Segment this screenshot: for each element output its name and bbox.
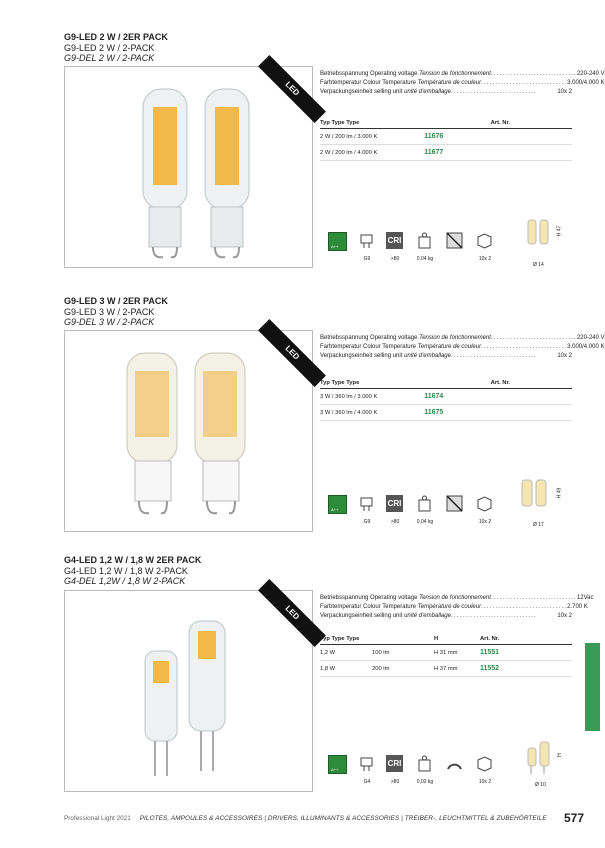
package-icon — [476, 232, 493, 249]
pack-label: 10x 2 — [478, 256, 492, 262]
title-fr: G9-DEL 3 W / 2-PACK — [64, 317, 155, 327]
package-icon — [476, 495, 493, 512]
chapter-tab — [585, 643, 600, 731]
product-photo — [64, 330, 313, 532]
energy-label-icon: A++ — [328, 232, 347, 251]
title-de: G9-LED 3 W / 2ER PACK — [64, 296, 168, 306]
title-de: G9-LED 2 W / 2ER PACK — [64, 32, 168, 42]
table-row: 2 W / 200 lm / 4.000 K 11677 — [320, 145, 572, 161]
g9-2w-bulbs-image — [65, 67, 312, 267]
weight-icon — [416, 495, 433, 512]
col-h: H — [434, 634, 480, 645]
table-row: 1,8 W 200 lm H 37 mm 11552 — [320, 661, 572, 677]
page-footer — [64, 811, 584, 825]
dimmable-icon — [446, 755, 463, 772]
weight-icon — [416, 755, 433, 772]
socket-icon — [358, 755, 375, 772]
title-en: G4-LED 1,2 W / 1,8 W 2-PACK — [64, 565, 188, 576]
footer-brand: Professional Light 2021 — [64, 815, 131, 822]
cri-icon: CRI — [386, 232, 403, 249]
no-dimming-icon — [446, 495, 463, 512]
title-en: G9-LED 2 W / 2-PACK — [64, 42, 155, 53]
col-lm — [372, 634, 434, 645]
spec-row: Verpackungseinheit selling unit unité d'emballage .............................. 10x 2 — [320, 353, 572, 360]
cri-label: >80 — [390, 256, 400, 262]
title-fr: G4-DEL 1,2W / 1,8 W 2-PACK — [64, 576, 186, 586]
height-dimension: H 49 — [556, 487, 563, 499]
page-number: 577 — [563, 811, 584, 825]
g9-3w-bulbs-image — [65, 331, 312, 531]
weight-icon — [416, 232, 433, 249]
col-art: Art. Nr. — [480, 634, 572, 645]
footer-categories: PILOTES, AMPOULES & ACCESSOIRES | DRIVERS, ILLUMINANTS & ACCESSORIES | TREIBER-, LEUCHTMITTEL & ZUBEHÖRTEILE — [139, 815, 547, 822]
led-badge: LED — [258, 55, 326, 123]
specs — [320, 70, 605, 98]
product-photo — [64, 66, 313, 268]
package-icon — [476, 755, 493, 772]
spec-row: Farbtemperatur Colour Temperature Température de couleur .............................. 3.000/4.000 K — [320, 344, 605, 351]
weight-label: 0,04 kg — [416, 256, 434, 262]
no-dimming-icon — [446, 232, 463, 249]
led-badge: LED — [258, 319, 326, 387]
energy-label-icon: A++ — [328, 755, 347, 774]
dimension-drawing — [524, 738, 574, 774]
section-title — [64, 296, 168, 328]
g4-bulbs-image — [65, 591, 312, 791]
spec-row: Betriebsspannung Operating voltage Tension de fonctionnement .............................. 220-240 V — [320, 71, 605, 77]
specs — [320, 594, 594, 622]
spec-row: Betriebsspannung Operating voltage Tension de fonctionnement .............................. 220-240 V — [320, 335, 605, 341]
feature-icons — [320, 232, 500, 268]
height-dimension: H 47 — [556, 225, 563, 237]
table-row: 3 W / 360 lm / 4.000 K 11675 — [320, 405, 572, 421]
weight-label: 0,04 kg — [416, 519, 434, 525]
socket-label: G9 — [363, 256, 371, 262]
feature-icons — [320, 755, 500, 791]
led-badge: LED — [258, 579, 326, 647]
section-title — [64, 32, 168, 64]
socket-label: G9 — [363, 519, 371, 525]
col-type: Typ Type Type — [320, 634, 372, 645]
cri-icon: CRI — [386, 495, 403, 512]
table-row: 3 W / 360 lm / 3.000 K 11674 — [320, 389, 572, 405]
col-type: Typ Type Type — [320, 378, 424, 389]
weight-label: 0,02 kg — [416, 779, 434, 785]
spec-row: Verpackungseinheit selling unit unité d'emballage .............................. 10x 2 — [320, 613, 572, 620]
diameter-dimension: Ø 10 — [535, 782, 546, 788]
energy-label-icon: A++ — [328, 495, 347, 514]
feature-icons — [320, 495, 500, 531]
pack-label: 10x 2 — [478, 519, 492, 525]
article-table — [320, 378, 572, 421]
col-art: Art. Nr. — [424, 378, 572, 389]
article-table — [320, 118, 572, 161]
spec-row: Verpackungseinheit selling unit unité d'emballage .............................. 10x 2 — [320, 89, 572, 96]
title-fr: G9-DEL 2 W / 2-PACK — [64, 53, 155, 63]
diameter-dimension: Ø 17 — [533, 522, 544, 528]
cri-label: >80 — [390, 519, 400, 525]
col-art: Art. Nr. — [424, 118, 572, 129]
table-row: 1,2 W 100 lm H 31 mm 11551 — [320, 645, 572, 661]
col-type: Typ Type Type — [320, 118, 424, 129]
socket-icon — [358, 495, 375, 512]
section-title — [64, 555, 201, 587]
pack-label: 10x 2 — [478, 779, 492, 785]
spec-row: Betriebsspannung Operating voltage Tension de fonctionnement .............................. 12Vac — [320, 595, 594, 601]
table-row: 2 W / 200 lm / 3.000 K 11676 — [320, 129, 572, 145]
cri-label: >80 — [390, 779, 400, 785]
dimension-drawing — [522, 218, 572, 254]
height-dimension: H — [556, 753, 563, 757]
article-table — [320, 634, 572, 677]
spec-row: Farbtemperatur Colour Temperature Température de couleur .............................. 3.000/4.000 K — [320, 80, 605, 87]
cri-icon: CRI — [386, 755, 403, 772]
socket-label: G4 — [363, 779, 371, 785]
title-de: G4-LED 1,2 W / 1,8 W 2ER PACK — [64, 555, 202, 565]
spec-row: Farbtemperatur Colour Temperature Température de couleur .............................. 2.700 K — [320, 604, 588, 611]
diameter-dimension: Ø 14 — [533, 262, 544, 268]
title-en: G9-LED 3 W / 2-PACK — [64, 306, 155, 317]
specs — [320, 334, 605, 362]
socket-icon — [358, 232, 375, 249]
product-photo — [64, 590, 313, 792]
